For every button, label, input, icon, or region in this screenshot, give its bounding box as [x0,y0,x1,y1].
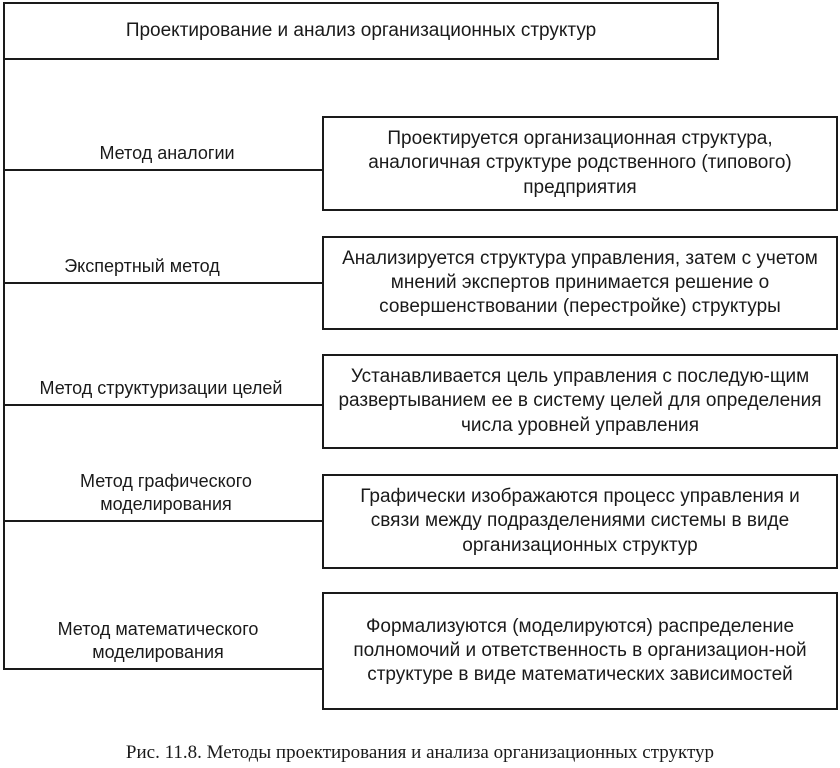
method-description-box: Формализуются (моделируются) распределение полномочий и ответственность в организацион-ной структуре в виде математических зависимостей [322,592,838,710]
method-description-box: Устанавливается цель управления с последую-щим развертыванием ее в систему целей для определения числа уровней управления [322,354,838,449]
method-description-box: Графически изображаются процесс управления и связи между подразделениями системы в виде организационных структур [322,474,838,569]
diagram-title: Проектирование и анализ организационных структур [125,19,597,41]
method-label: Метод аналогии [99,142,235,163]
method-label: Метод математического моделирования [57,618,259,662]
method-connector-line [3,668,323,670]
method-description-box: Проектируется организационная структура, аналогичная структуре родственного (типового) предприятия [322,116,838,211]
diagram-title-box [3,2,719,60]
method-connector-line [3,404,323,406]
figure-caption: Рис. 11.8. Методы проектирования и анализа организационных структур [125,742,715,763]
method-label: Метод структуризации целей [39,377,283,398]
main-connector-line [3,60,5,670]
method-connector-line [3,169,323,171]
method-label: Метод графического моделирования [80,470,252,514]
method-description-box: Анализируется структура управления, затем с учетом мнений экспертов принимается решение о совершенствовании (перестройке) структуры [322,236,838,330]
method-connector-line [3,520,323,522]
method-label: Экспертный метод [64,255,220,276]
method-connector-line [3,282,323,284]
